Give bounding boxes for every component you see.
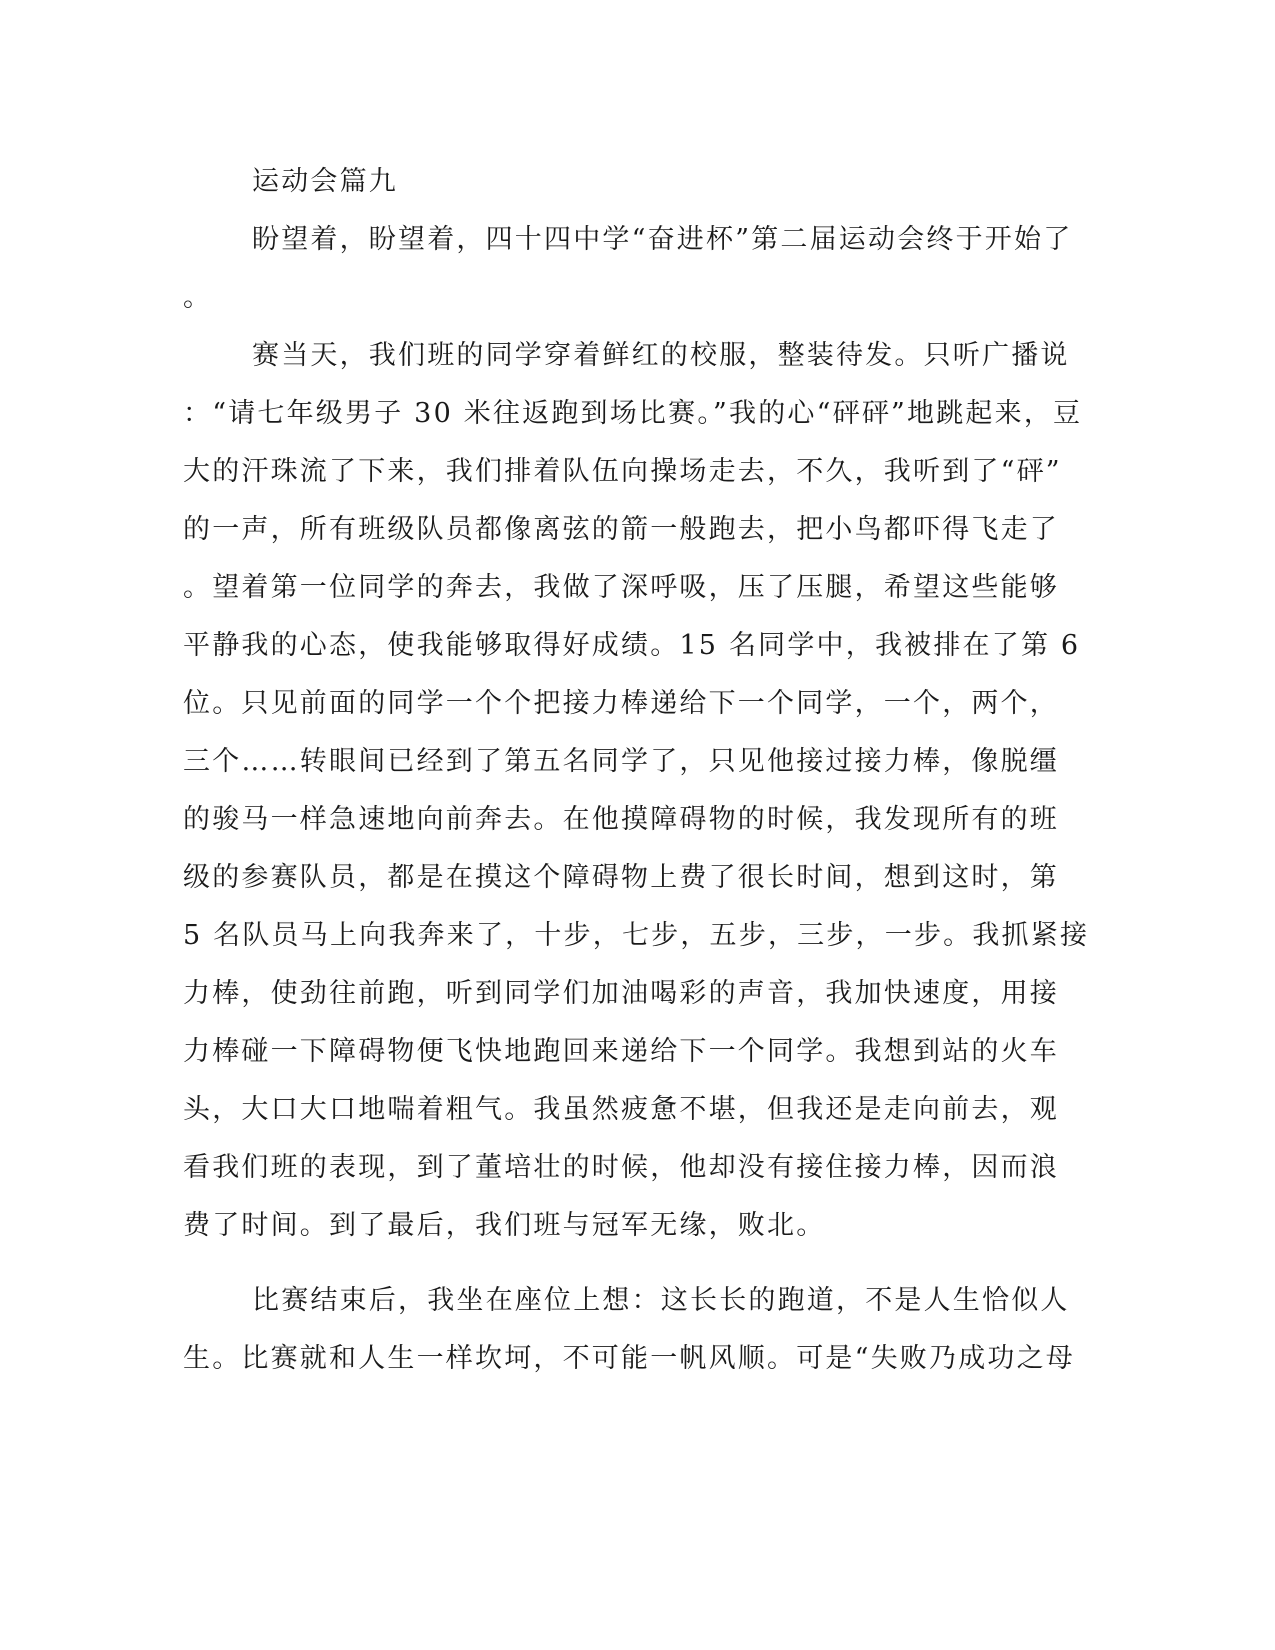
paragraph-2-line-12: 力棒，使劲往前跑，听到同学们加油喝彩的声音，我加快速度，用接 — [183, 978, 1059, 1009]
paragraph-2-line-11: 5 名队员马上向我奔来了，十步，七步，五步，三步，一步。我抓紧接 — [183, 920, 1090, 951]
paragraph-2-line-13: 力棒碰一下障碍物便飞快地跑回来递给下一个同学。我想到站的火车 — [183, 1036, 1059, 1067]
paragraph-2-line-14: 头，大口大口地喘着粗气。我虽然疲惫不堪，但我还是走向前去，观 — [183, 1094, 1059, 1125]
paragraph-3-line-2: 生。比赛就和人生一样坎坷，不可能一帆风顺。可是“失败乃成功之母 — [183, 1343, 1076, 1374]
paragraph-2-line-8: 三个……转眼间已经到了第五名同学了，只见他接过接力棒，像脱缰 — [183, 746, 1059, 777]
paragraph-2-line-7: 位。只见前面的同学一个个把接力棒递给下一个同学，一个，两个， — [183, 688, 1059, 719]
paragraph-2-line-6: 平静我的心态，使我能够取得好成绩。15 名同学中，我被排在了第 6 — [183, 630, 1081, 661]
paragraph-2-line-2: ：“请七年级男子 30 米往返跑到场比赛。”我的心“砰砰”地跳起来，豆 — [183, 398, 1083, 429]
paragraph-2-line-16: 费了时间。到了最后，我们班与冠军无缘，败北。 — [183, 1210, 826, 1241]
paragraph-2-line-9: 的骏马一样急速地向前奔去。在他摸障碍物的时候，我发现所有的班 — [183, 804, 1059, 835]
paragraph-2-line-3: 大的汗珠流了下来，我们排着队伍向操场走去，不久，我听到了“砰” — [183, 456, 1062, 487]
paragraph-3-line-1: 比赛结束后，我坐在座位上想：这长长的跑道，不是人生恰似人 — [252, 1285, 1070, 1316]
paragraph-2-line-5: 。望着第一位同学的奔去，我做了深呼吸，压了压腿，希望这些能够 — [183, 572, 1059, 603]
paragraph-2-line-10: 级的参赛队员，都是在摸这个障碍物上费了很长时间，想到这时，第 — [183, 862, 1059, 893]
paragraph-2-line-15: 看我们班的表现，到了董培壮的时候，他却没有接住接力棒，因而浪 — [183, 1152, 1059, 1183]
paragraph-2-line-1: 赛当天，我们班的同学穿着鲜红的校服，整装待发。只听广播说 — [252, 340, 1070, 371]
paragraph-1-line-2: 。 — [183, 282, 213, 313]
paragraph-1-line-1: 盼望着，盼望着，四十四中学“奋进杯”第二届运动会终于开始了 — [252, 224, 1073, 255]
document-title: 运动会篇九 — [252, 166, 398, 197]
paragraph-2-line-4: 的一声，所有班级队员都像离弦的箭一般跑去，把小鸟都吓得飞走了 — [183, 514, 1059, 545]
